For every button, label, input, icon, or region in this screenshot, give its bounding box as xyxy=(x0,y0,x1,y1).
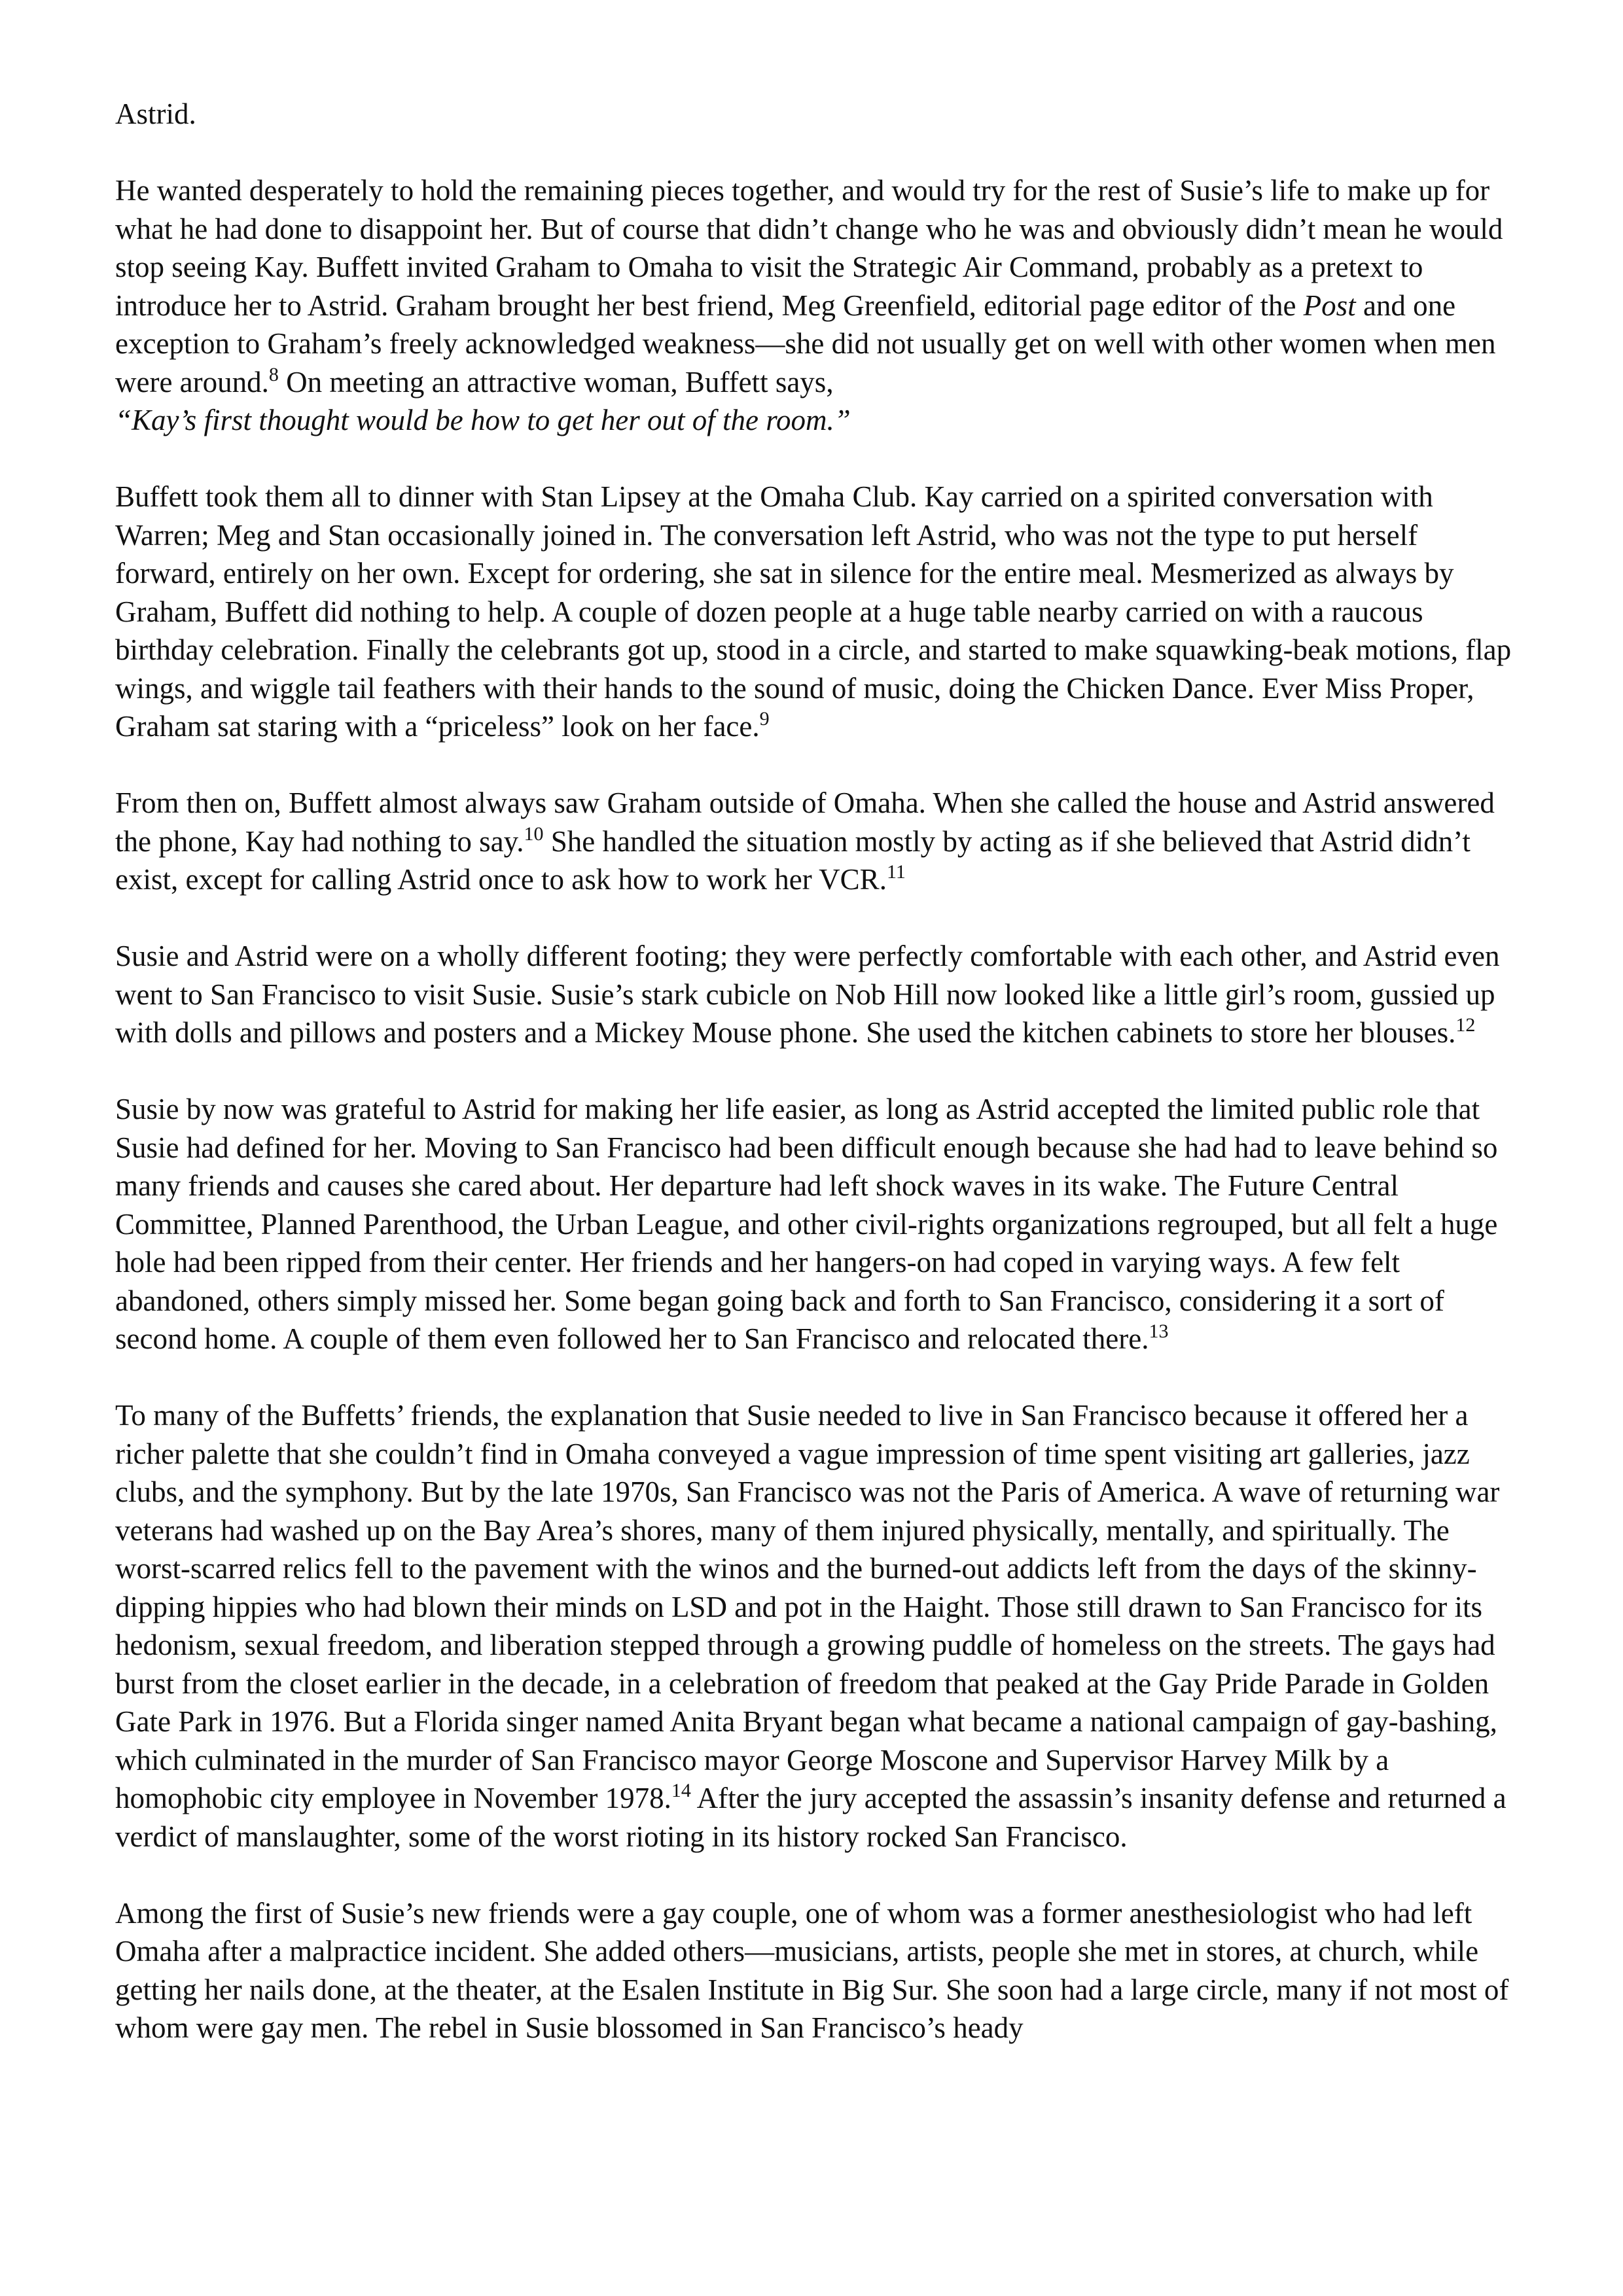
paragraph-text: To many of the Buffetts’ friends, the explanation that Susie needed to live in San Francisco because it offered her a richer palette that she couldn’t find in Omaha conveyed a vague impression of time spent visiting art galleries, jazz clubs, and the symphony. But by the late 1970s, San Francisco was not the Paris of America. A wave of returning war veterans had washed up on the Bay Area’s shores, many of them injured physically, mentally, and spiritually. The worst-scarred relics fell to the pavement with the winos and the burned-out addicts left from the days of the skinny-dipping hippies who had blown their minds on LSD and pot in the Haight. Those still drawn to San Francisco for its hedonism, sexual freedom, and liberation stepped through a growing puddle of homeless on the streets. The gays had burst from the closet earlier in the decade, in a celebration of freedom that peaked at the Gay Pride Parade in Golden Gate Park in 1976. But a Florida singer named Anita Bryant began what became a national campaign of gay-bashing, which culminated in the murder of San Francisco mayor George Moscone and Supervisor Harvey Milk by a homophobic city employee in November 1978. xyxy=(115,1399,1500,1814)
footnote-marker: 10 xyxy=(524,822,544,845)
paragraph-8 xyxy=(115,1894,1522,2047)
paragraph-text: Buffett took them all to dinner with Stan Lipsey at the Omaha Club. Kay carried on a spirited conversation with Warren; Meg and Stan occasionally joined in. The conversation left Astrid, who was not the type to put herself forward, entirely on her own. Except for ordering, she sat in silence for the entire meal. Mesmerized as always by Graham, Buffett did nothing to help. A couple of dozen people at a huge table nearby carried on with a raucous birthday celebration. Finally the celebrants got up, stood in a circle, and started to make squawking-beak motions, flap wings, and wiggle tail feathers with their hands to the sound of music, doing the Chicken Dance. Ever Miss Proper, Graham sat staring with a “priceless” look on her face. xyxy=(115,480,1512,743)
italic-quote: “Kay’s first thought would be how to get her out of the room.” xyxy=(115,404,851,436)
paragraph-text: He wanted desperately to hold the remaining pieces together, and would try for the rest of Susie’s life to make up for what he had done to disappoint her. But of course that didn’t change who he was and obviously didn’t mean he would stop seeing Kay. Buffett invited Graham to Omaha to visit the Strategic Air Command, probably as a pretext to introduce her to Astrid. Graham brought her best friend, Meg Greenfield, editorial page editor of the xyxy=(115,174,1503,322)
paragraph-text: Susie by now was grateful to Astrid for making her life easier, as long as Astrid accepted the limited public role that Susie had defined for her. Moving to San Francisco had been difficult enough because she had had to leave behind so many friends and causes she cared about. Her departure had left shock waves in its wake. The Future Central Committee, Planned Parenthood, the Urban League, and other civil-rights organizations regrouped, but all felt a huge hole had been ripped from their center. Her friends and her hangers-on had coped in varying ways. A few felt abandoned, others simply missed her. Some began going back and forth to San Francisco, considering it a sort of second home. A couple of them even followed her to San Francisco and relocated there. xyxy=(115,1093,1498,1355)
paragraph-5 xyxy=(115,937,1522,1052)
paragraph-text: After the jury accepted the assassin’s insanity defense and returned a verdict of manslaughter, some of the worst rioting in its history rocked San Francisco. xyxy=(115,1782,1507,1853)
footnote-marker: 12 xyxy=(1455,1014,1476,1036)
footnote-marker: 13 xyxy=(1149,1320,1169,1342)
paragraph-1 xyxy=(115,95,1522,133)
paragraph-text: Among the first of Susie’s new friends were a gay couple, one of whom was a former anesthesiologist who had left Omaha after a malpractice incident. She added others—musicians, artists, people she met in stores, at church, while getting her nails done, at the theater, at the Esalen Institute in Big Sur. She soon had a large circle, many if not most of whom were gay men. The rebel in Susie blossomed in San Francisco’s heady xyxy=(115,1896,1509,2044)
paragraph-text: Astrid. xyxy=(115,97,196,130)
paragraph-text: On meeting an attractive woman, Buffett says, xyxy=(278,365,834,398)
paragraph-2 xyxy=(115,171,1522,440)
italic-text: Post xyxy=(1303,289,1356,322)
paragraph-text: and one exception to Graham’s freely acknowledged weakness—she did not usually get on well with other women when men were around. xyxy=(115,289,1496,398)
page-body xyxy=(115,95,1522,2047)
footnote-marker: 11 xyxy=(886,861,906,883)
paragraph-text: Susie and Astrid were on a wholly different footing; they were perfectly comfortable with each other, and Astrid even went to San Francisco to visit Susie. Susie’s stark cubicle on Nob Hill now looked like a little girl’s room, gussied up with dolls and pillows and posters and a Mickey Mouse phone. She used the kitchen cabinets to store her blouses. xyxy=(115,940,1500,1049)
footnote-marker: 14 xyxy=(671,1780,691,1801)
paragraph-7 xyxy=(115,1396,1522,1856)
paragraph-text: From then on, Buffett almost always saw Graham outside of Omaha. When she called the house and Astrid answered the phone, Kay had nothing to say. xyxy=(115,786,1495,858)
footnote-marker: 8 xyxy=(268,363,279,385)
footnote-marker: 9 xyxy=(759,708,770,730)
paragraph-6 xyxy=(115,1090,1522,1358)
paragraph-text: She handled the situation mostly by acting as if she believed that Astrid didn’t exist, except for calling Astrid once to ask how to work her VCR. xyxy=(115,824,1471,896)
paragraph-3 xyxy=(115,478,1522,746)
paragraph-4 xyxy=(115,784,1522,899)
